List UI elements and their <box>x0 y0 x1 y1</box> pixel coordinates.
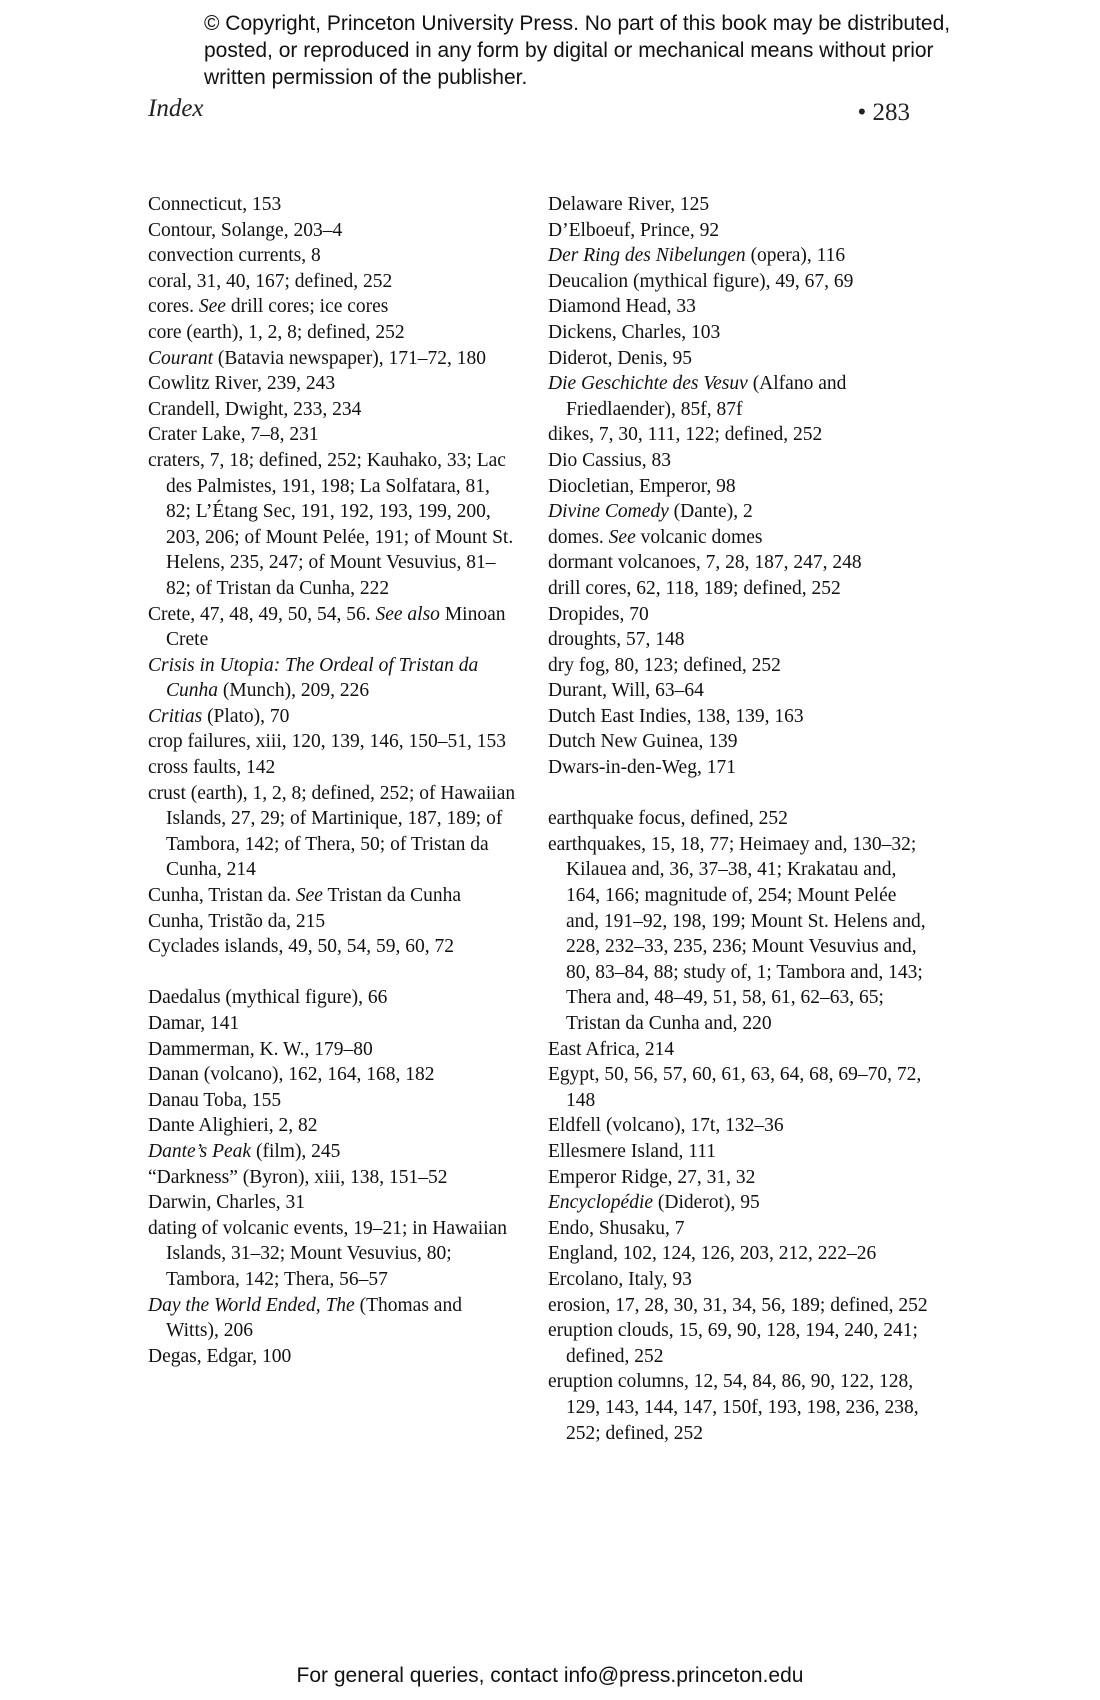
index-entry <box>548 1062 928 1113</box>
index-entry-text: Dickens, Charles, 103 <box>548 321 721 343</box>
index-entry-text: convection currents, 8 <box>148 245 321 267</box>
index-entry-text: East Africa, 214 <box>548 1038 675 1060</box>
index-entry-text: craters, 7, 18; defined, 252; Kauhako, 33; Lac des Palmistes, 191, 198; La Solfatara, 81, 82; L’Étang Sec, 191, 192, 193, 199, 200, 203, 206; of Mount Pelée, 191; of Mount St. Helens, 235, 247; of Mount Vesuvius, 81–82; of Tristan da Cunha, 222 <box>148 449 514 599</box>
index-entry-text: cores. <box>148 296 199 318</box>
index-entry <box>548 1165 928 1191</box>
index-entry-text: Ercolano, Italy, 93 <box>548 1268 692 1290</box>
index-entry <box>548 653 928 679</box>
index-entry <box>148 1062 518 1088</box>
index-entry-text: Deucalion (mythical figure), 49, 67, 69 <box>548 270 854 292</box>
index-entry-text: eruption clouds, 15, 69, 90, 128, 194, 240, 241; defined, 252 <box>548 1320 918 1367</box>
index-entry <box>148 704 518 730</box>
index-entry-italic-text: Day the World Ended, The <box>148 1294 355 1316</box>
index-entry-italic-text: Dante’s Peak <box>148 1140 252 1162</box>
index-entry-text: Crandell, Dwight, 233, 234 <box>148 398 362 420</box>
index-entry <box>548 806 928 832</box>
index-entry-text: Contour, Solange, 203–4 <box>148 219 343 241</box>
index-entry-text: Connecticut, 153 <box>148 194 282 215</box>
index-entry-text: earthquakes, 15, 18, 77; Heimaey and, 130–32; Kilauea and, 36, 37–38, 41; Krakatau and, 164, 166; magnitude of, 254; Mount Pelée and, 191–92, 198, 199; Mount St. Helens and, 228, 232–33, 235, 236; Mount Vesuvius and, 80, 83–84, 88; study of, 1; Tambora and, 143; Thera and, 48–49, 51, 58, 61, 62–63, 65; Tristan da Cunha and, 220 <box>548 833 926 1034</box>
index-entry <box>148 883 518 909</box>
index-entry <box>148 1113 518 1139</box>
index-entry <box>148 243 518 269</box>
index-entry-text: Dio Cassius, 83 <box>548 449 671 471</box>
index-entry-text: (Diderot), 95 <box>653 1192 760 1214</box>
index-entry <box>548 678 928 704</box>
index-entry-text: Daedalus (mythical figure), 66 <box>148 987 388 1009</box>
index-entry-text: Diamond Head, 33 <box>548 296 696 318</box>
index-entry-text: Darwin, Charles, 31 <box>148 1192 306 1214</box>
index-entry-text: Dante Alighieri, 2, 82 <box>148 1115 318 1137</box>
index-entry-text: Durant, Will, 63–64 <box>548 680 704 702</box>
index-entry-text: Eldfell (volcano), 17t, 132–36 <box>548 1115 784 1137</box>
index-entry <box>548 550 928 576</box>
index-entry-text: Degas, Edgar, 100 <box>148 1345 292 1367</box>
index-entry <box>548 448 928 474</box>
index-entry-text: Cunha, Tristão da, 215 <box>148 910 326 932</box>
index-entry-text: Danan (volcano), 162, 164, 168, 182 <box>148 1064 435 1086</box>
index-entry <box>148 755 518 781</box>
index-entry-text: (Alfano and Friedlaender), 85f, 87f <box>566 373 847 420</box>
index-entry-text: Crete, 47, 48, 49, 50, 54, 56. <box>148 603 376 625</box>
index-entry <box>548 1216 928 1242</box>
index-entry <box>148 371 518 397</box>
index-entry <box>548 346 928 372</box>
index-entry-text: drill cores; ice cores <box>225 296 389 318</box>
index-entry <box>548 499 928 525</box>
index-entry <box>548 1139 928 1165</box>
index-entry-text: (Plato), 70 <box>202 705 290 727</box>
index-entry <box>548 218 928 244</box>
index-entry <box>548 1113 928 1139</box>
index-entry <box>148 346 518 372</box>
index-entry-text: droughts, 57, 148 <box>548 629 685 651</box>
index-entry <box>148 1344 518 1370</box>
index-entry-text: core (earth), 1, 2, 8; defined, 252 <box>148 321 405 343</box>
index-entry <box>148 269 518 295</box>
letter-group-gap <box>548 781 928 807</box>
index-entry <box>148 602 518 653</box>
index-entry-text: crop failures, xiii, 120, 139, 146, 150–51, 153 <box>148 731 506 753</box>
index-entry <box>148 1088 518 1114</box>
index-entry-italic-text: See <box>198 296 226 318</box>
index-entry <box>548 1241 928 1267</box>
index-entry <box>148 294 518 320</box>
index-entry-text: dry fog, 80, 123; defined, 252 <box>548 654 781 676</box>
index-entry <box>148 320 518 346</box>
index-entry-text: Ellesmere Island, 111 <box>548 1140 717 1162</box>
index-entry-italic-text: Die Geschichte des Vesuv <box>548 373 748 395</box>
index-entry-italic-text: See <box>608 526 636 548</box>
index-entry-italic-text: Critias <box>148 705 203 727</box>
index-entry <box>148 218 518 244</box>
index-entry-text: Minoan Crete <box>166 603 506 651</box>
footer-contact: For general queries, contact info@press.princeton.edu <box>296 1664 804 1687</box>
index-entry-text: Diderot, Denis, 95 <box>548 347 693 369</box>
index-entry-text: Cunha, Tristan da. <box>148 885 296 907</box>
index-entry <box>548 704 928 730</box>
index-entry <box>548 474 928 500</box>
copyright-notice: © Copyright, Princeton University Press. No part of this book may be distributed, posted, or reproduced in any form by digital or mechanical means without prior written permission of the publisher. <box>204 12 951 89</box>
index-entry-italic-text: Der Ring des Nibelungen <box>548 245 746 267</box>
index-entry <box>548 422 928 448</box>
index-entry-text: England, 102, 124, 126, 203, 212, 222–26 <box>548 1243 877 1265</box>
index-entry-text: dikes, 7, 30, 111, 122; defined, 252 <box>548 424 823 446</box>
index-entry <box>548 576 928 602</box>
index-entry <box>148 1293 518 1344</box>
index-entry-text: erosion, 17, 28, 30, 31, 34, 56, 189; defined, 252 <box>548 1294 928 1316</box>
index-entry-text: volcanic domes <box>635 526 763 548</box>
index-entry-italic-text: Crisis in Utopia: The Ordeal of Tristan da Cunha <box>148 654 479 702</box>
index-entry <box>548 1318 928 1369</box>
index-entry-text: Crater Lake, 7–8, 231 <box>148 424 319 446</box>
index-entry-text: Cowlitz River, 239, 243 <box>148 373 336 395</box>
index-entry-text: Damar, 141 <box>148 1013 240 1034</box>
index-entry-italic-text: Encyclopédie <box>548 1192 654 1214</box>
index-entry-text: (Dante), 2 <box>668 501 753 523</box>
index-entry <box>148 1190 518 1216</box>
index-entry <box>548 1293 928 1319</box>
index-entry <box>148 448 518 602</box>
index-entry <box>548 729 928 755</box>
index-entry <box>148 1011 518 1037</box>
index-entry <box>148 985 518 1011</box>
index-entry <box>548 320 928 346</box>
index-entry-text: drill cores, 62, 118, 189; defined, 252 <box>548 577 841 599</box>
index-entry <box>548 627 928 653</box>
letter-group-gap <box>148 960 518 986</box>
index-entry-text: coral, 31, 40, 167; defined, 252 <box>148 270 393 292</box>
index-entry-text: Dropides, 70 <box>548 603 649 625</box>
index-entry <box>148 422 518 448</box>
index-entry-text: cross faults, 142 <box>148 757 276 779</box>
index-entry <box>548 832 928 1037</box>
index-entry <box>548 192 928 218</box>
index-entry <box>548 1037 928 1063</box>
index-entry <box>148 1216 518 1293</box>
index-entry-text: dormant volcanoes, 7, 28, 187, 247, 248 <box>548 552 862 574</box>
index-entry-text: crust (earth), 1, 2, 8; defined, 252; of Hawaiian Islands, 27, 29; of Martinique, 187, 189; of Tambora, 142; of Thera, 50; of Tristan da Cunha, 214 <box>148 782 516 881</box>
index-entry <box>548 602 928 628</box>
index-entry <box>548 294 928 320</box>
index-entry-text: Emperor Ridge, 27, 31, 32 <box>548 1166 756 1188</box>
index-entry-text: Tristan da Cunha <box>322 885 462 907</box>
index-entry <box>548 269 928 295</box>
index-entry <box>548 371 928 422</box>
index-entry-text: (Munch), 209, 226 <box>218 680 370 702</box>
index-entry <box>148 934 518 960</box>
index-entry-text: Dutch East Indies, 138, 139, 163 <box>548 705 804 727</box>
index-entry-text: (Batavia newspaper), 171–72, 180 <box>213 347 486 369</box>
index-entry-text: Endo, Shusaku, 7 <box>548 1217 685 1239</box>
index-entry <box>548 755 928 781</box>
index-entry <box>548 1267 928 1293</box>
index-entry <box>148 397 518 423</box>
index-entry-text: Egypt, 50, 56, 57, 60, 61, 63, 64, 68, 69–70, 72, 148 <box>548 1064 922 1111</box>
index-entry-text: (opera), 116 <box>745 245 846 267</box>
index-entry <box>148 653 518 704</box>
index-entry <box>148 1139 518 1165</box>
index-entry <box>148 1165 518 1191</box>
index-column-right <box>548 192 928 1446</box>
index-entry <box>148 729 518 755</box>
running-title: Index <box>148 95 204 122</box>
index-entry-italic-text: See <box>295 885 323 907</box>
index-entry <box>148 781 518 883</box>
index-entry-text: domes. <box>548 526 609 548</box>
index-entry-text: “Darkness” (Byron), xiii, 138, 151–52 <box>148 1166 448 1188</box>
index-entry-text: eruption columns, 12, 54, 84, 86, 90, 122, 128, 129, 143, 144, 147, 150f, 193, 198, 236, 238, 252; defined, 252 <box>548 1371 919 1444</box>
index-entry-text: (Thomas and Witts), 206 <box>166 1294 462 1342</box>
index-entry <box>548 525 928 551</box>
index-entry-text: Diocletian, Emperor, 98 <box>548 475 736 497</box>
index-entry <box>148 192 518 218</box>
index-entry-text: Dammerman, K. W., 179–80 <box>148 1038 373 1060</box>
index-entry-italic-text: Divine Comedy <box>548 501 669 523</box>
index-entry-italic-text: See also <box>375 603 440 625</box>
index-entry-text: (film), 245 <box>251 1140 341 1162</box>
index-entry <box>148 909 518 935</box>
index-entry-text: Cyclades islands, 49, 50, 54, 59, 60, 72 <box>148 936 455 958</box>
index-entry <box>548 1190 928 1216</box>
index-entry-text: Dwars-in-den-Weg, 171 <box>548 757 736 779</box>
index-entry-text: Delaware River, 125 <box>548 194 710 215</box>
index-entry <box>548 1369 928 1446</box>
index-column-left <box>148 192 518 1369</box>
index-entry <box>148 1037 518 1063</box>
index-entry-italic-text: Courant <box>148 347 214 369</box>
index-entry-text: dating of volcanic events, 19–21; in Hawaiian Islands, 31–32; Mount Vesuvius, 80; Tambora, 142; Thera, 56–57 <box>148 1217 508 1290</box>
index-entry-text: D’Elboeuf, Prince, 92 <box>548 219 720 241</box>
index-entry <box>548 243 928 269</box>
index-entry-text: Dutch New Guinea, 139 <box>548 731 738 753</box>
page-number: • 283 <box>857 99 910 126</box>
index-entry-text: Danau Toba, 155 <box>148 1089 282 1111</box>
index-entry-text: earthquake focus, defined, 252 <box>548 808 788 830</box>
